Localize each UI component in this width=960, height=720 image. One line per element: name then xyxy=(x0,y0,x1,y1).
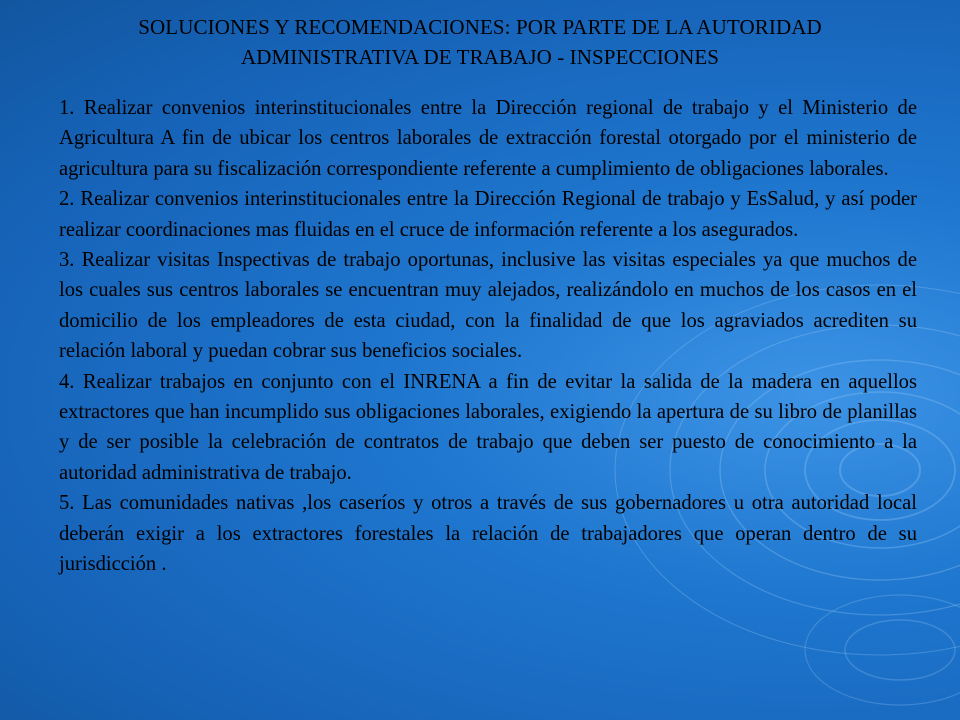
title-line-1: SOLUCIONES Y RECOMENDACIONES: POR PARTE DE LA AUTORIDAD xyxy=(138,15,822,39)
slide-title xyxy=(40,12,920,72)
recommendation-item-2: 2. Realizar convenios interinstitucionales entre la Dirección Regional de trabajo y EsSalud, y así poder realizar coordinaciones mas fluidas en el cruce de información referente a los asegurados. xyxy=(59,188,917,241)
recommendations-list xyxy=(59,93,917,580)
title-line-2: ADMINISTRATIVA DE TRABAJO - INSPECCIONES xyxy=(240,45,720,69)
recommendation-item-5: 5. Las comunidades nativas ,los caseríos y otros a través de sus gobernadores u otra autoridad local deberán exigir a los extractores forestales la relación de trabajadores que operan dentro de su jurisdicción . xyxy=(59,492,917,576)
recommendation-item-3: 3. Realizar visitas Inspectivas de trabajo oportunas, inclusive las visitas especiales ya que muchos de los cuales sus centros laborales se encuentran muy alejados, realizándolo en muchos de los casos en el domicilio de los empleadores de esta ciudad, con la finalidad de que los agraviados acrediten su relación laboral y puedan cobrar sus beneficios sociales. xyxy=(59,249,917,363)
recommendation-item-1: 1. Realizar convenios interinstitucionales entre la Dirección regional de trabajo y el Ministerio de Agricultura A fin de ubicar los centros laborales de extracción forestal otorgado por el ministerio de agricultura para su fiscalización correspondiente referente a cumplimiento de obligaciones laborales. xyxy=(59,97,917,180)
recommendation-item-4: 4. Realizar trabajos en conjunto con el INRENA a fin de evitar la salida de la madera en aquellos extractores que han incumplido sus obligaciones laborales, exigiendo la apertura de su libro de planillas y de ser posible la celebración de contratos de trabajo que deben ser puesto de conocimiento a la autoridad administrativa de trabajo. xyxy=(59,370,917,484)
